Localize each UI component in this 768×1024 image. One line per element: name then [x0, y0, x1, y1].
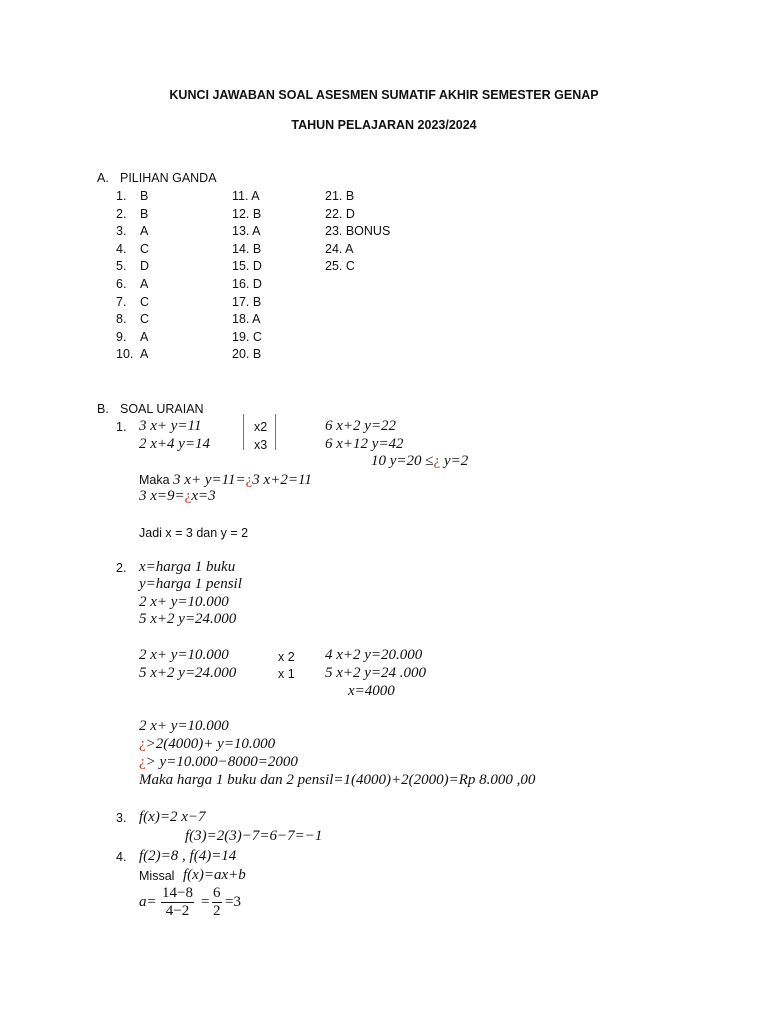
q2-multiplier-1: x 2 — [278, 650, 295, 664]
q1-bracket-left — [243, 414, 244, 450]
q2-system-1: 2 x+ y=10.000 — [139, 647, 229, 663]
q1-bracket-right — [275, 414, 276, 450]
q1-step-2: 3 x=9=¿x=3 — [139, 488, 216, 504]
q1-number: 1. — [116, 420, 127, 434]
q2-definition-1: x=harga 1 buku — [139, 559, 236, 575]
q2-equation-1: 2 x+ y=10.000 — [139, 594, 229, 610]
mc-item-number: 7. — [116, 294, 127, 309]
mc-item: 17. B — [232, 294, 262, 309]
mc-item: 15. D — [232, 259, 262, 274]
q4-line-1: f(2)=8 , f(4)=14 — [139, 848, 237, 864]
q1-equation-2: 2 x+4 y=14 — [139, 436, 211, 452]
mc-item-number: 5. — [116, 259, 127, 274]
q2-multiplier-2: x 1 — [278, 667, 295, 681]
mc-item: 22. D — [325, 206, 355, 221]
mc-item: 16. D — [232, 277, 262, 291]
q2-number: 2. — [116, 561, 127, 575]
q2-result-1: 4 x+2 y=20.000 — [325, 647, 423, 663]
mc-item: 19. C — [232, 329, 262, 344]
q2-result-3: x=4000 — [348, 683, 395, 699]
q2-definition-2: y=harga 1 pensil — [139, 576, 242, 592]
mc-item-answer: A — [140, 329, 149, 344]
q2-substitution-2: ¿>2(4000)+ y=10.000 — [139, 736, 276, 752]
q4-fraction-2-numerator: 6 — [213, 885, 221, 901]
q1-multiplier-1: x2 — [254, 420, 268, 434]
section-b-label: B. — [97, 402, 109, 416]
q4-missal-label: Missal — [139, 869, 175, 883]
q4-fraction-2-denominator: 2 — [213, 903, 221, 919]
q1-result-2: 6 x+12 y=42 — [325, 436, 404, 452]
mc-item: 18. A — [232, 312, 261, 327]
q4-a-label: a= — [139, 894, 157, 910]
mc-item-answer: C — [140, 312, 150, 327]
q1-equation-1: 3 x+ y=11 — [139, 418, 202, 434]
q4-fraction-2 — [212, 885, 222, 920]
mc-item: 12. B — [232, 206, 262, 221]
q1-step-1: Maka 3 x+ y=11=¿3 x+2=11 — [139, 472, 312, 488]
q4-missal-equation: f(x)=ax+b — [183, 867, 246, 883]
q4-result: =3 — [225, 894, 241, 910]
mc-item-answer: C — [140, 294, 150, 309]
section-b-heading: SOAL URAIAN — [120, 402, 204, 416]
mc-item: 20. B — [232, 347, 262, 362]
mc-item: 23. BONUS — [325, 224, 391, 239]
mc-item-number: 3. — [116, 224, 127, 239]
q2-final-answer: Maka harga 1 buku dan 2 pensil=1(4000)+2(2000)=Rp 8.000 ,00 — [139, 772, 536, 788]
q2-substitution-1: 2 x+ y=10.000 — [139, 718, 229, 734]
q4-fraction-1-numerator: 14−8 — [162, 885, 193, 901]
mc-item-number: 10. — [116, 347, 134, 362]
mc-item: 21. B — [325, 189, 355, 203]
mc-item-answer: B — [140, 189, 149, 203]
mc-item-answer: A — [140, 347, 149, 362]
mc-item: 11. A — [232, 189, 260, 203]
q2-equation-2: 5 x+2 y=24.000 — [139, 611, 237, 627]
section-a-heading: PILIHAN GANDA — [120, 171, 217, 185]
mc-item: 13. A — [232, 224, 261, 239]
q2-result-2: 5 x+2 y=24 .000 — [325, 665, 427, 681]
q3-line-1: f(x)=2 x−7 — [139, 809, 206, 825]
mc-item-answer: A — [140, 277, 149, 291]
mc-item: 14. B — [232, 241, 262, 256]
section-a-label: A. — [97, 171, 109, 185]
q4-equals-sign: = — [201, 894, 210, 910]
mc-item: 24. A — [325, 241, 354, 256]
q1-multiplier-2: x3 — [254, 438, 268, 452]
q2-system-2: 5 x+2 y=24.000 — [139, 665, 237, 681]
mc-item-answer: B — [140, 206, 149, 221]
q2-substitution-3: ¿> y=10.000−8000=2000 — [139, 754, 298, 770]
document-subtitle: TAHUN PELAJARAN 2023/2024 — [291, 118, 477, 132]
mc-item-answer: C — [140, 241, 150, 256]
q1-conclusion: Jadi x = 3 dan y = 2 — [139, 526, 249, 540]
mc-item: 25. C — [325, 259, 355, 274]
mc-item-number: 4. — [116, 241, 127, 256]
q1-result-1: 6 x+2 y=22 — [325, 418, 397, 434]
mc-item-number: 6. — [116, 277, 127, 291]
q4-fraction-1-denominator: 4−2 — [165, 903, 190, 919]
document-title: KUNCI JAWABAN SOAL ASESMEN SUMATIF AKHIR SEMESTER GENAP — [169, 88, 599, 102]
mc-item-number: 1. — [116, 189, 127, 203]
q1-result-3: 10 y=20 ≤¿ y=2 — [371, 453, 469, 469]
mc-item-answer: D — [140, 259, 150, 274]
mc-item-number: 2. — [116, 206, 127, 221]
q3-number: 3. — [116, 811, 127, 825]
q4-number: 4. — [116, 850, 127, 864]
q4-fraction-1 — [161, 885, 194, 920]
mc-item-number: 9. — [116, 329, 127, 344]
q3-line-2: f(3)=2(3)−7=6−7=−1 — [185, 828, 323, 844]
mc-item-number: 8. — [116, 312, 127, 327]
mc-item-answer: A — [140, 224, 149, 239]
